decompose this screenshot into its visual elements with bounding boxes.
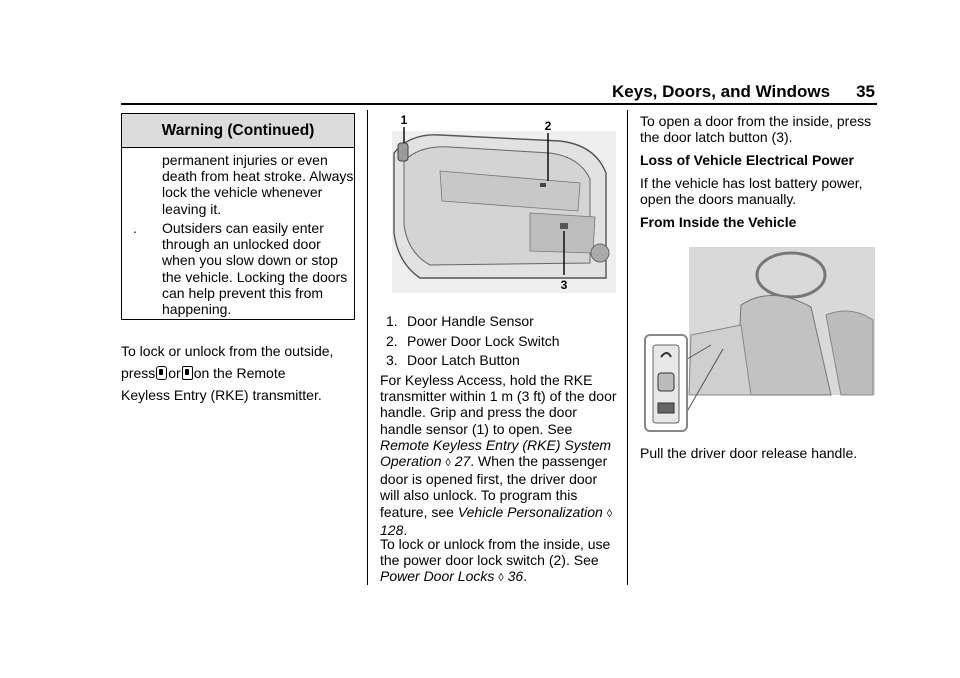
speaker-grille <box>591 244 609 262</box>
text-line: Keyless Entry (RKE) transmitter. <box>121 387 322 403</box>
legend-label: Door Handle Sensor <box>407 313 534 329</box>
outside-lock-paragraph <box>121 340 361 406</box>
power-lock-switch-mark <box>540 183 546 187</box>
power-loss-paragraph: If the vehicle has lost battery power, open the doors manually. <box>640 175 863 208</box>
door-latch-button-mark <box>560 223 568 229</box>
keyless-access-paragraph <box>380 372 620 538</box>
text-run: For Keyless Access, hold the RKE transmitter within 1 m (3 ft) of the door handle. Grip and press the door handle sensor (1) to open. See <box>380 372 617 437</box>
text-line: To lock or unlock from the outside, <box>121 343 334 359</box>
column-divider <box>367 110 368 585</box>
text-line: press <box>121 365 156 381</box>
door-panel-illustration <box>380 113 616 293</box>
text-run: . <box>523 568 528 585</box>
page-ref-icon: ◊ <box>606 507 613 520</box>
door-pocket <box>530 213 595 253</box>
callout-label: 2 <box>544 119 552 133</box>
door-handle-sensor-mark <box>398 143 408 161</box>
text-line: on the Remote <box>193 365 286 381</box>
warning-box <box>121 113 355 320</box>
page-ref-number[interactable]: 36 <box>507 568 524 585</box>
legend-number: 3. <box>386 352 398 369</box>
text-run: . When the passenger door is opened first, the driver door will also unlock. To program this feature, see <box>380 453 608 520</box>
section-title: Keys, Doors, and Windows <box>612 82 831 101</box>
interior-release-illustration <box>641 245 877 435</box>
page-number: 35 <box>856 82 875 101</box>
legend-number: 1. <box>386 313 398 329</box>
page-ref-number[interactable]: 128 <box>380 521 404 538</box>
page-ref-icon: ◊ <box>498 572 504 585</box>
legend-number: 2. <box>386 332 398 349</box>
text-run: To lock or unlock from the inside, use the power door lock switch (2). See <box>380 536 611 569</box>
list-item <box>386 312 560 332</box>
subheading: Loss of Vehicle Electrical Power <box>640 152 854 168</box>
key-fob-lock-icon <box>156 366 167 380</box>
page-ref-icon: ◊ <box>445 457 451 470</box>
page-ref-number[interactable]: 27 <box>454 453 471 470</box>
bullet-marker: . <box>133 220 137 236</box>
open-inside-paragraph: To open a door from the inside, press the door latch button (3). <box>640 113 872 146</box>
legend-label: Power Door Lock Switch <box>407 332 560 349</box>
callout-label: 1 <box>400 113 408 127</box>
cross-reference-link[interactable]: Remote Keyless Entry (RKE) System Operation <box>380 436 612 470</box>
figure-legend <box>386 312 560 371</box>
legend-label: Door Latch Button <box>407 352 520 369</box>
release-handle-paragraph: Pull the driver door release handle. <box>640 445 858 461</box>
page-header <box>600 82 875 102</box>
text-run: . <box>403 521 408 538</box>
inside-lock-paragraph <box>380 536 620 587</box>
lock-switch-icon <box>658 373 674 391</box>
callout-label: 3 <box>560 278 568 292</box>
list-item <box>386 332 560 352</box>
column-divider <box>627 110 628 585</box>
window-switch-icon <box>658 403 674 413</box>
header-rule <box>121 103 877 105</box>
list-item <box>386 351 560 371</box>
warning-bullet-text: Outsiders can easily enter through an unlocked door when you slow down or stop the vehicle. Locking the doors can help prevent this from happening. <box>162 220 348 318</box>
subheading: From Inside the Vehicle <box>640 214 797 230</box>
warning-continued-text: permanent injuries or even death from heat stroke. Always lock the vehicle whenever leaving it. <box>162 152 354 217</box>
cross-reference-link[interactable]: Vehicle Personalization <box>457 503 603 520</box>
text-line: or <box>168 365 181 381</box>
key-fob-unlock-icon <box>182 366 193 380</box>
warning-title: Warning (Continued) <box>122 114 354 148</box>
door-sill <box>689 325 751 395</box>
cross-reference-link[interactable]: Power Door Locks <box>380 568 495 585</box>
